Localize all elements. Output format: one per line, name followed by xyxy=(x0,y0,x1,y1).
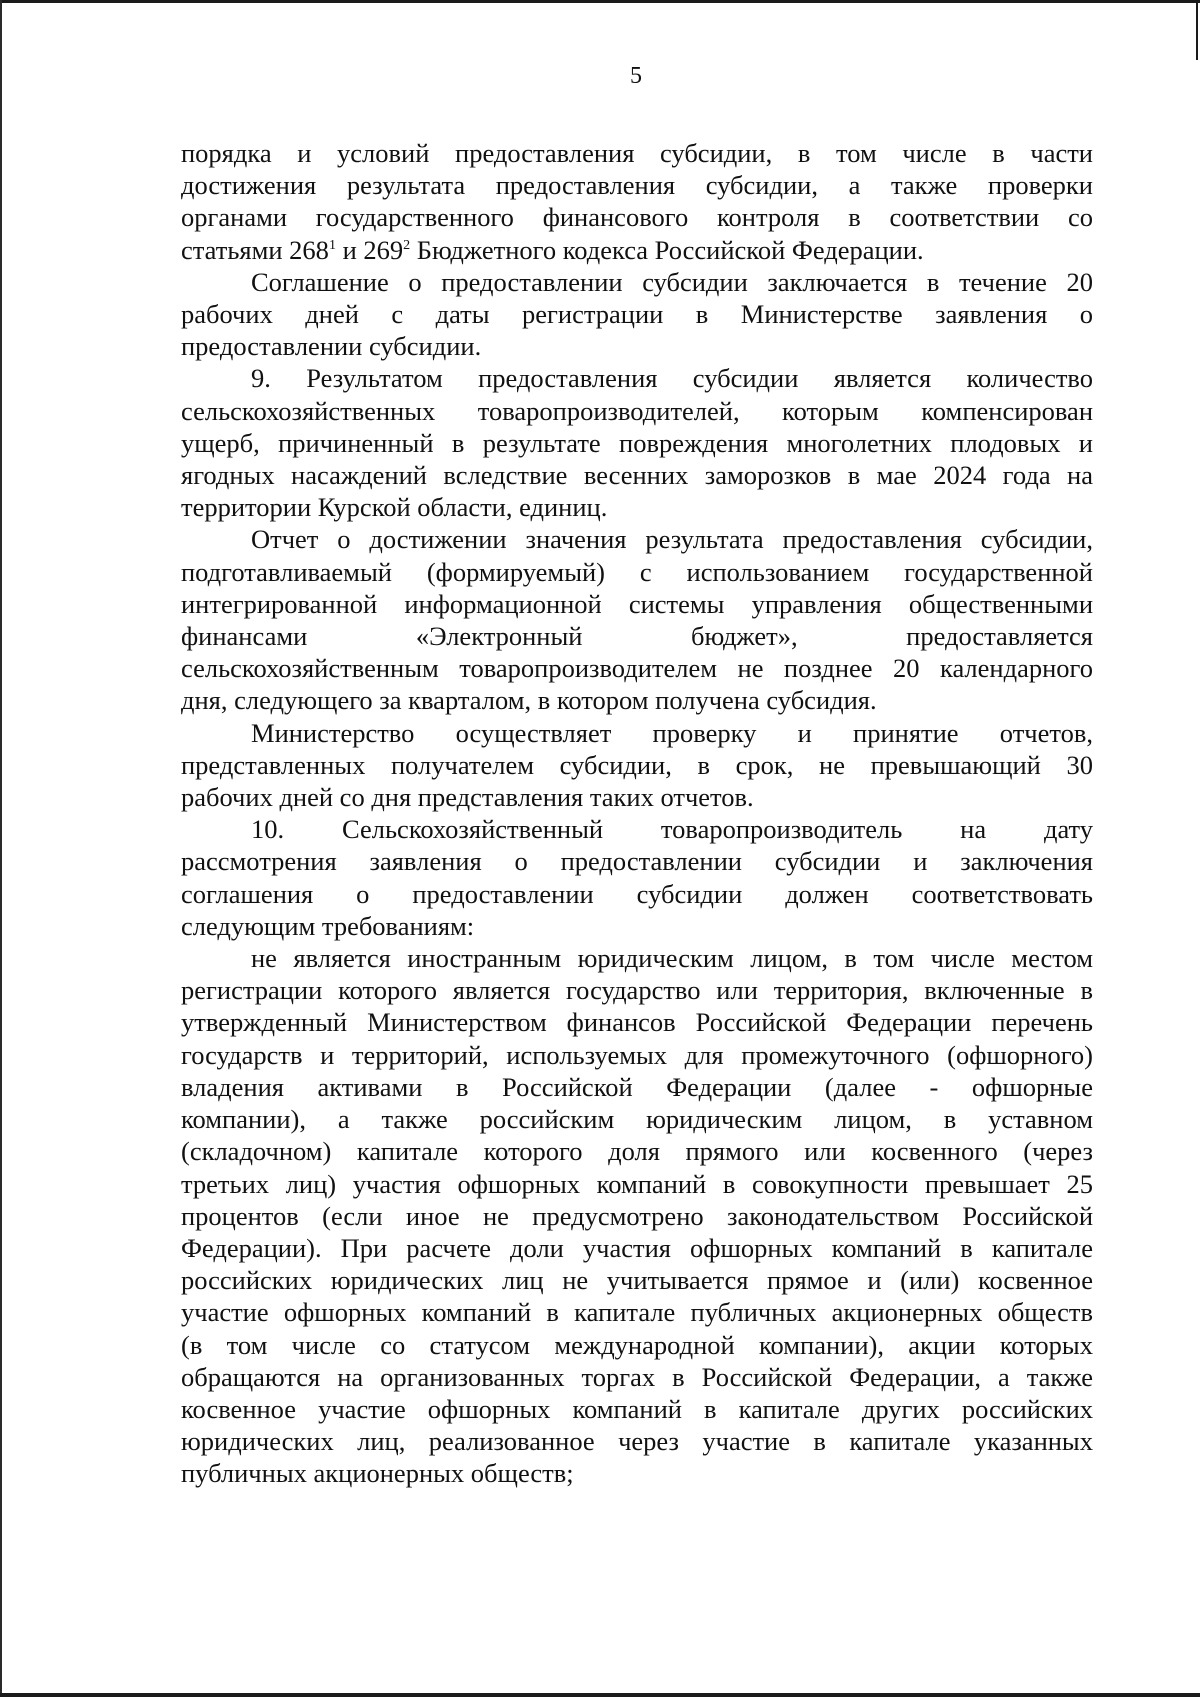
text-line: процентов (если иное не предусмотрено законодательством Российской xyxy=(181,1200,1093,1231)
text-line: рассмотрения заявления о предоставлении субсидии и заключения xyxy=(181,846,1093,877)
scan-border-top xyxy=(0,0,1200,3)
text-line xyxy=(181,234,1093,266)
text-line: финансами «Электронный бюджет», предоставляется xyxy=(181,621,1093,652)
text-line: обращаются на организованных торгах в Российской Федерации, а также xyxy=(181,1361,1093,1392)
text-line: предоставлении субсидии. xyxy=(181,331,482,362)
superscript: 1 xyxy=(328,237,336,253)
text-line: дня, следующего за кварталом, в котором получена субсидия. xyxy=(181,685,877,716)
text-fragment: и 269 xyxy=(335,234,404,265)
scan-border-left xyxy=(0,0,2,1697)
text-line: сельскохозяйственным товаропроизводителем не позднее 20 календарного xyxy=(181,653,1093,684)
paragraph xyxy=(181,813,1093,942)
text-line: ягодных насаждений вследствие весенних заморозков в мае 2024 года на xyxy=(181,460,1093,491)
paragraph xyxy=(181,523,1093,716)
text-line: (в том числе со статусом международной компании), акции которых xyxy=(181,1329,1093,1360)
text-line: Отчет о достижении значения результата предоставления субсидии, xyxy=(251,524,1093,555)
text-line: косвенное участие офшорных компаний в капитале других российских xyxy=(181,1393,1093,1424)
text-line: компании), а также российским юридическим лицом, в уставном xyxy=(181,1104,1093,1135)
text-fragment: статьями 268 xyxy=(181,234,329,265)
text-line: юридических лиц, реализованное через участие в капитале указанных xyxy=(181,1426,1093,1457)
text-line: 9. Результатом предоставления субсидии является количество xyxy=(251,363,1093,394)
superscript: 2 xyxy=(403,237,411,253)
text-line: не является иностранным юридическим лицом, в том числе местом xyxy=(251,943,1093,974)
text-line: утвержденный Министерством финансов Российской Федерации перечень xyxy=(181,1007,1093,1038)
text-line: российских юридических лиц не учитывается прямое и (или) косвенное xyxy=(181,1265,1093,1296)
scan-border-right xyxy=(1196,0,1198,60)
paragraph xyxy=(181,137,1093,266)
text-fragment: Бюджетного кодекса Российской Федерации. xyxy=(410,234,924,265)
text-line: подготавливаемый (формируемый) с использованием государственной xyxy=(181,556,1093,587)
text-line: Соглашение о предоставлении субсидии заключается в течение 20 xyxy=(251,266,1093,297)
text-line: территории Курской области, единиц. xyxy=(181,492,608,523)
scan-border-bottom xyxy=(0,1693,1200,1697)
text-line: следующим требованиям: xyxy=(181,910,475,941)
text-line: публичных акционерных обществ; xyxy=(181,1458,574,1489)
text-line: Министерство осуществляет проверку и принятие отчетов, xyxy=(251,717,1093,748)
text-line: достижения результата предоставления субсидии, а также проверки xyxy=(181,170,1093,201)
text-line: государств и территорий, используемых для промежуточного (офшорного) xyxy=(181,1039,1093,1070)
text-line: третьих лиц) участия офшорных компаний в совокупности превышает 25 xyxy=(181,1168,1093,1199)
text-line: регистрации которого является государство или территория, включенные в xyxy=(181,975,1093,1006)
text-line: представленных получателем субсидии, в срок, не превышающий 30 xyxy=(181,749,1093,780)
text-line: участие офшорных компаний в капитале публичных акционерных обществ xyxy=(181,1297,1093,1328)
text-line: (складочном) капитале которого доля прямого или косвенного (через xyxy=(181,1136,1093,1167)
text-line: порядка и условий предоставления субсидии, в том числе в части xyxy=(181,138,1093,168)
text-line: Федерации). При расчете доли участия офшорных компаний в капитале xyxy=(181,1232,1093,1263)
paragraph xyxy=(181,717,1093,814)
document-body xyxy=(181,137,1093,1490)
text-line: органами государственного финансового контроля в соответствии со xyxy=(181,202,1093,233)
paragraph xyxy=(181,942,1093,1489)
text-line: сельскохозяйственных товаропроизводителей, которым компенсирован xyxy=(181,395,1093,426)
text-line: рабочих дней со дня представления таких отчетов. xyxy=(181,782,754,813)
paragraph xyxy=(181,362,1093,523)
text-line: 10. Сельскохозяйственный товаропроизводитель на дату xyxy=(251,814,1093,845)
text-line: владения активами в Российской Федерации (далее - офшорные xyxy=(181,1071,1093,1102)
paragraph xyxy=(181,266,1093,363)
text-line: ущерб, причиненный в результате повреждения многолетних плодовых и xyxy=(181,427,1093,458)
page-number: 5 xyxy=(630,63,642,89)
text-line: интегрированной информационной системы управления общественными xyxy=(181,588,1093,619)
text-line: рабочих дней с даты регистрации в Министерстве заявления о xyxy=(181,299,1093,330)
text-line: соглашения о предоставлении субсидии должен соответствовать xyxy=(181,878,1093,909)
